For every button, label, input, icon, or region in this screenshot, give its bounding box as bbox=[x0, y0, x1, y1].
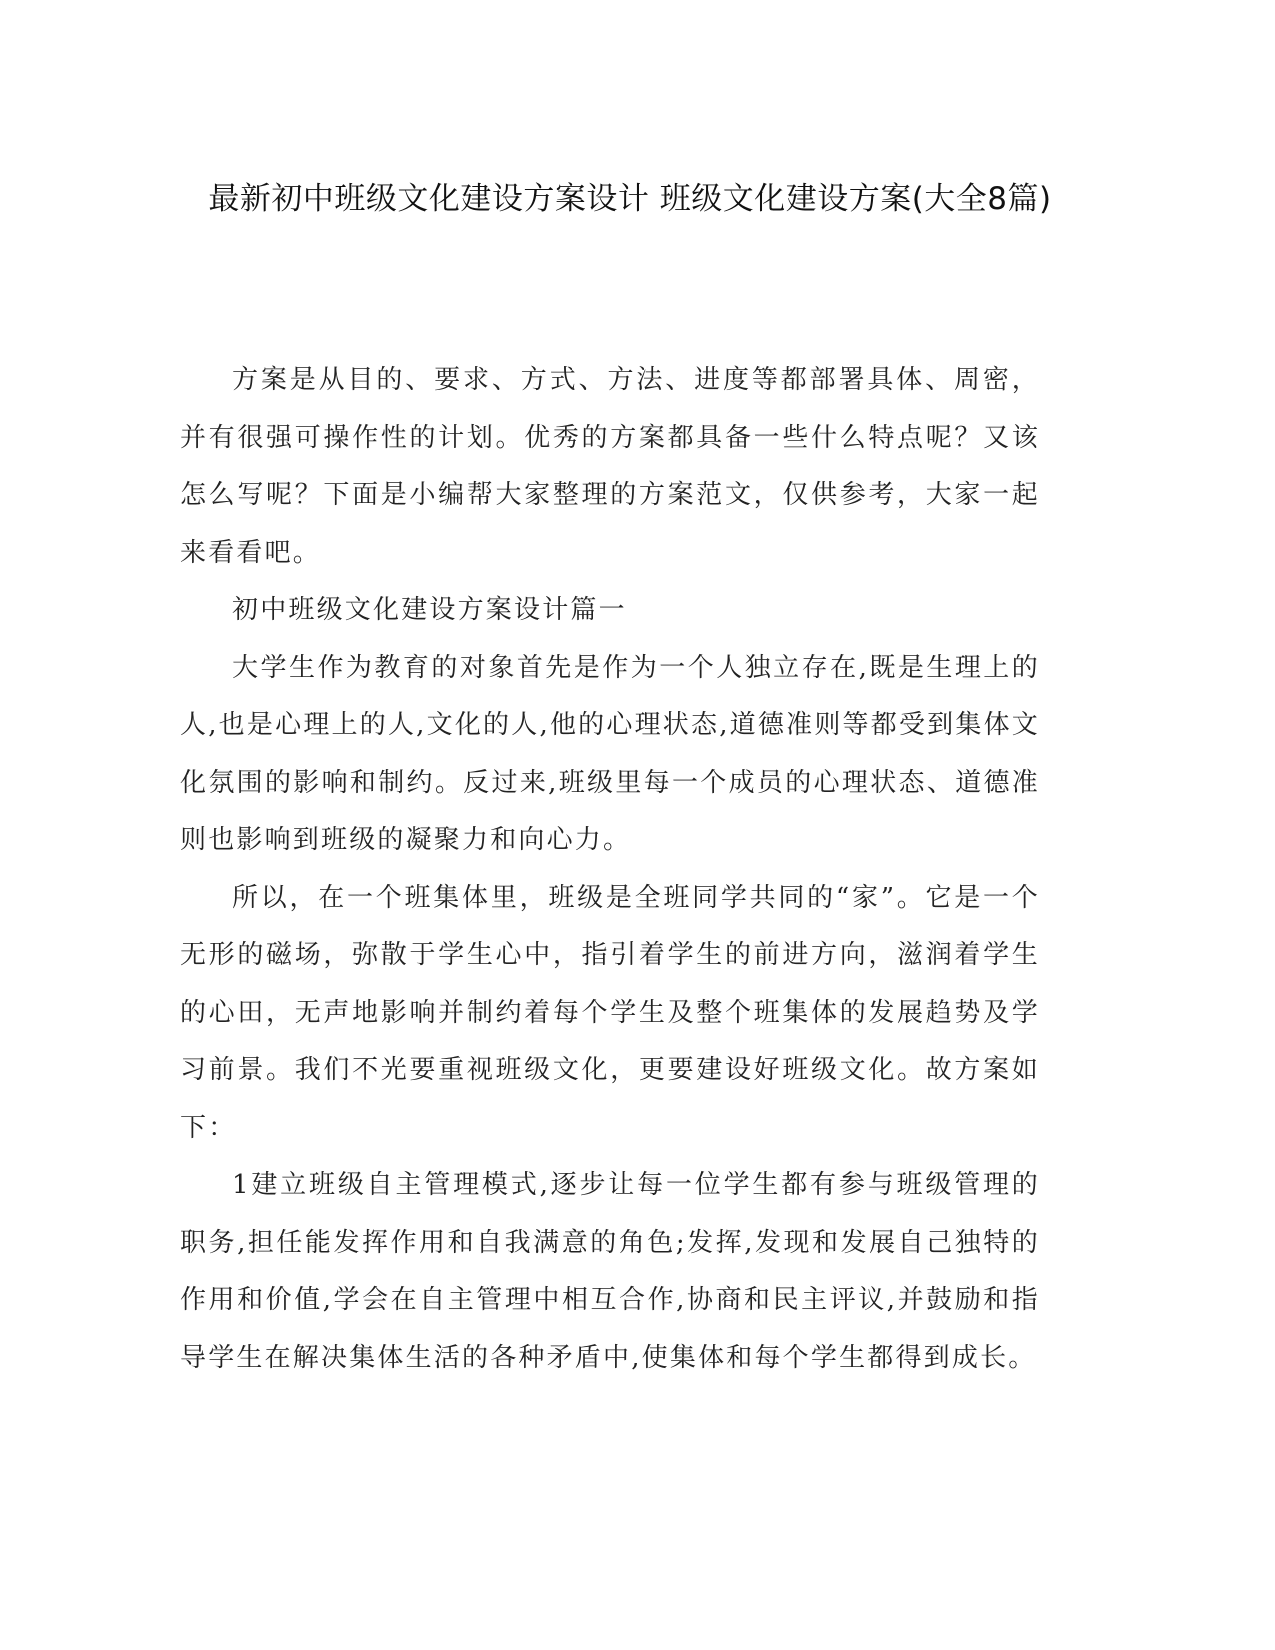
document-body bbox=[180, 352, 1040, 1387]
body-paragraph: 大学生作为教育的对象首先是作为一个人独立存在,既是生理上的人,也是心理上的人,文化的人,他的心理状态,道德准则等都受到集体文化氛围的影响和制约。反过来,班级里每一个成员的心理状态、道德准则也影响到班级的凝聚力和向心力。 bbox=[180, 652, 1040, 855]
document-title: 最新初中班级文化建设方案设计 班级文化建设方案(大全8篇) bbox=[208, 181, 1052, 217]
body-paragraph: 所以，在一个班集体里，班级是全班同学共同的“家”。它是一个无形的磁场，弥散于学生心中，指引着学生的前进方向，滋润着学生的心田，无声地影响并制约着每个学生及整个班集体的发展趋势及学习前景。我们不光要重视班级文化，更要建设好班级文化。故方案如下： bbox=[180, 882, 1040, 1143]
section-heading: 初中班级文化建设方案设计篇一 bbox=[232, 595, 627, 625]
body-paragraph: 1建立班级自主管理模式,逐步让每一位学生都有参与班级管理的职务,担任能发挥作用和自我满意的角色;发挥,发现和发展自己独特的作用和价值,学会在自主管理中相互合作,协商和民主评议,并鼓励和指导学生在解决集体生活的各种矛盾中,使集体和每个学生都得到成长。 bbox=[180, 1170, 1040, 1373]
intro-paragraph: 方案是从目的、要求、方式、方法、进度等都部署具体、周密，并有很强可操作性的计划。优秀的方案都具备一些什么特点呢？又该怎么写呢？下面是小编帮大家整理的方案范文，仅供参考，大家一起来看看吧。 bbox=[180, 365, 1040, 568]
